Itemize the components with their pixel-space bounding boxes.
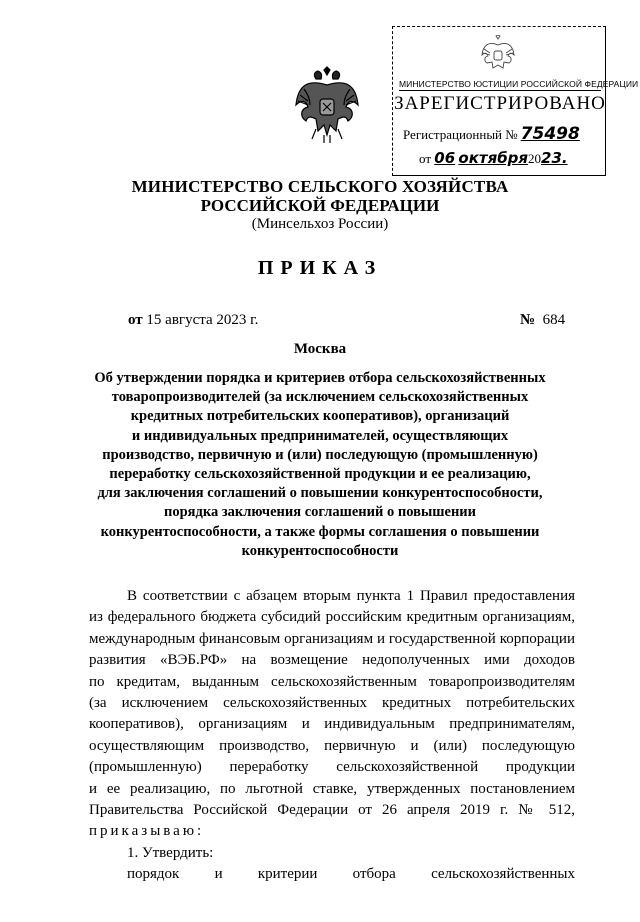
order-number — [520, 312, 565, 329]
body-line: осуществляющим производство, первичную и (или) последующую — [89, 737, 575, 754]
title-line: товаропроизводителей (за исключением сельскохозяйственных — [111, 389, 529, 406]
stamp-reg-number: 75498 — [520, 124, 580, 144]
order-date-prefix: от — [128, 312, 143, 328]
order-title: ПРИКАЗ — [257, 257, 383, 279]
stamp-date-year-prefix: 20 — [528, 151, 542, 166]
title-line: кредитных потребительских кооперативов), организаций — [130, 408, 510, 425]
body-line: развития «ВЭБ.РФ» на возмещение недополученных ими доходов — [89, 652, 575, 669]
order-word: приказываю: — [89, 823, 205, 840]
stamp-date-year-suffix: 23. — [541, 149, 568, 167]
body-line: кооперативов), организациям и индивидуальным предпринимателям, — [89, 716, 575, 733]
body-paragraph — [89, 586, 575, 885]
title-line: конкурентоспособности, а также формы соглашения о повышении — [100, 523, 540, 540]
title-line: порядка заключения соглашений о повышении — [163, 504, 477, 521]
stamp-registered-label: ЗАРЕГИСТРИРОВАНО — [394, 93, 606, 114]
title-line: и индивидуальных предпринимателей, осуществляющих — [131, 427, 509, 444]
stamp-date-line — [419, 149, 568, 167]
item-1-heading: 1. Утвердить: — [127, 844, 214, 861]
body-line: Правительства Российской Федерации от 26 апреля 2019 г. № 512, — [89, 801, 575, 818]
ministry-short-name: (Минсельхоз России) — [251, 216, 389, 232]
stamp-registration-number-line — [403, 124, 580, 144]
stamp-date-month: октября — [458, 149, 529, 167]
body-line: и ее реализацию, по льготной ставке, утвержденных постановлением — [89, 780, 575, 797]
body-line: по кредитам, выданным сельскохозяйственным товаропроизводителям — [89, 673, 575, 690]
body-line: из федерального бюджета субсидий российским кредитным организациям, — [89, 609, 575, 626]
stamp-date-prefix: от — [419, 151, 432, 166]
title-line: переработку сельскохозяйственной продукции и ее реализацию, — [109, 466, 531, 483]
body-line: (промышленную) переработку сельскохозяйственной продукции — [89, 759, 575, 776]
order-number-value: 684 — [542, 312, 566, 328]
stamp-reg-label: Регистрационный № — [403, 127, 518, 142]
order-city: Москва — [293, 341, 347, 357]
body-line: В соответствии с абзацем вторым пункта 1 Правил предоставления — [127, 588, 575, 604]
title-line: конкурентоспособности — [241, 542, 399, 559]
stamp-ministry-name: МИНИСТЕРСТВО ЮСТИЦИИ РОССИЙСКОЙ ФЕДЕРАЦИИ — [399, 79, 639, 89]
ministry-name-line-2: РОССИЙСКОЙ ФЕДЕРАЦИИ — [200, 196, 440, 215]
document-title — [80, 369, 560, 561]
body-line: (за исключением сельскохозяйственных кредитных потребительских — [89, 694, 575, 711]
stamp-coat-of-arms-icon — [481, 35, 515, 73]
registration-stamp — [392, 26, 639, 176]
stamp-date-day: 06 — [434, 149, 456, 167]
title-line: производство, первичную и (или) последующую (промышленную) — [102, 446, 538, 463]
order-date — [128, 312, 258, 329]
body-line: международным финансовым организациям и государственной корпорации — [89, 630, 575, 647]
item-1-line: порядок и критерии отбора сельскохозяйственных — [127, 866, 575, 883]
coat-of-arms-emblem — [294, 65, 360, 149]
order-date-value: 15 августа 2023 г. — [146, 312, 259, 328]
ministry-name-line-1: МИНИСТЕРСТВО СЕЛЬСКОГО ХОЗЯЙСТВА — [131, 177, 509, 196]
title-line: Об утверждении порядка и критериев отбора сельскохозяйственных — [94, 370, 546, 386]
title-line: для заключения соглашений о повышении конкурентоспособности, — [97, 485, 543, 502]
order-number-label: № — [520, 312, 536, 328]
